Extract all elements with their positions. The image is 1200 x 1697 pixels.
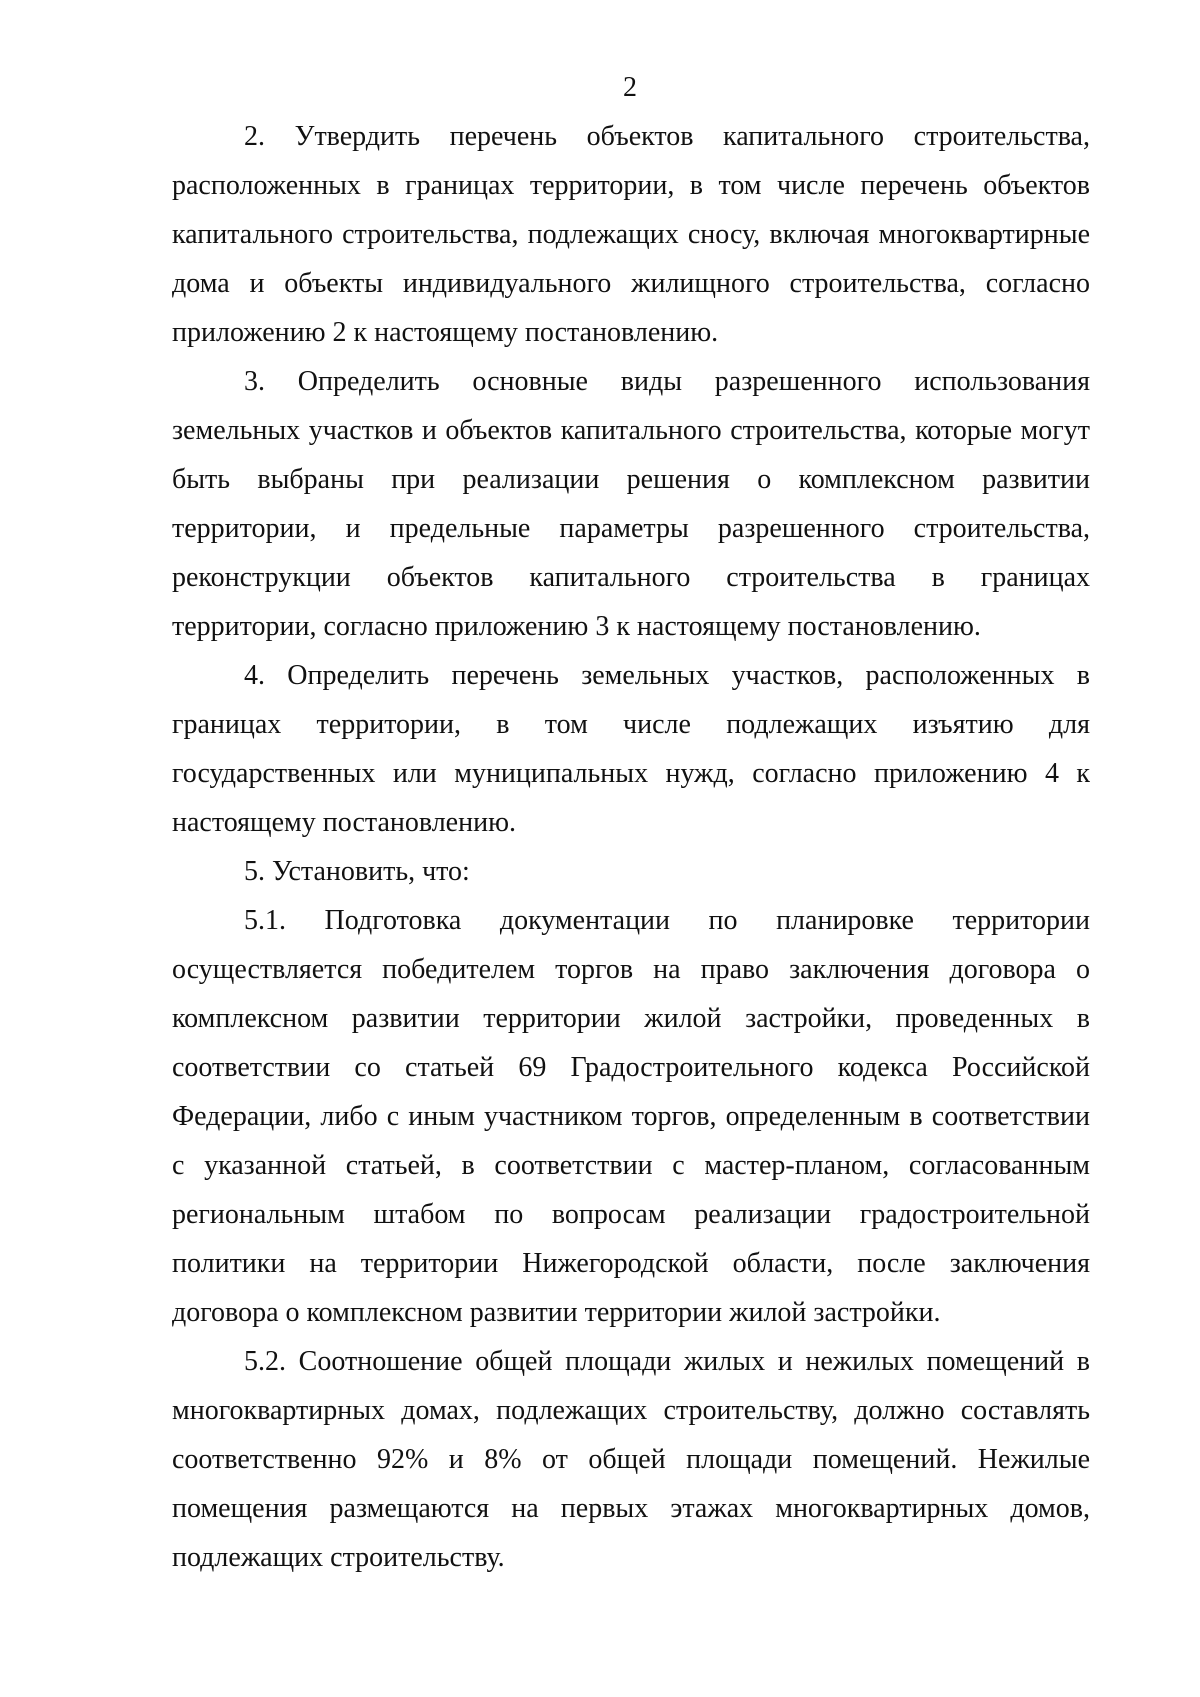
paragraph-item-5-2: 5.2. Соотношение общей площади жилых и нежилых помещений в многоквартирных домах, подлежащих строительству, должно составлять соответственно 92% и 8% от общей площади помещений. Нежилые помещения размещаются на первых этажах многоквартирных домов, подлежащих строительству.	[172, 1346, 1090, 1573]
paragraph-item-5-1: 5.1. Подготовка документации по планировке территории осуществляется победителем торгов на право заключения договора о комплексном развитии территории жилой застройки, проведенных в соответствии со статьей 69 Градостроительного кодекса Российской Федерации, либо с иным участником торгов, определенным в соответствии с указанной статьей, в соответствии с мастер-планом, согласованным региональным штабом по вопросам реализации градостроительной политики на территории Нижегородской области, после заключения договора о комплексном развитии территории жилой застройки.	[172, 905, 1090, 1328]
paragraph-item-3: 3. Определить основные виды разрешенного использования земельных участков и объектов капитального строительства, которые могут быть выбраны при реализации решения о комплексном развитии территории, и предельные параметры разрешенного строительства, реконструкции объектов капитального строительства в границах территории, согласно приложению 3 к настоящему постановлению.	[172, 366, 1090, 642]
page-number: 2	[623, 72, 637, 103]
paragraph-item-4: 4. Определить перечень земельных участков, расположенных в границах территории, в том числе подлежащих изъятию для государственных или муниципальных нужд, согласно приложению 4 к настоящему постановлению.	[172, 660, 1090, 838]
document-body	[172, 112, 1090, 1582]
paragraph-item-5: 5. Установить, что:	[244, 856, 470, 887]
paragraph-item-2: 2. Утвердить перечень объектов капитального строительства, расположенных в границах территории, в том числе перечень объектов капитального строительства, подлежащих сносу, включая многоквартирные дома и объекты индивидуального жилищного строительства, согласно приложению 2 к настоящему постановлению.	[172, 121, 1090, 348]
